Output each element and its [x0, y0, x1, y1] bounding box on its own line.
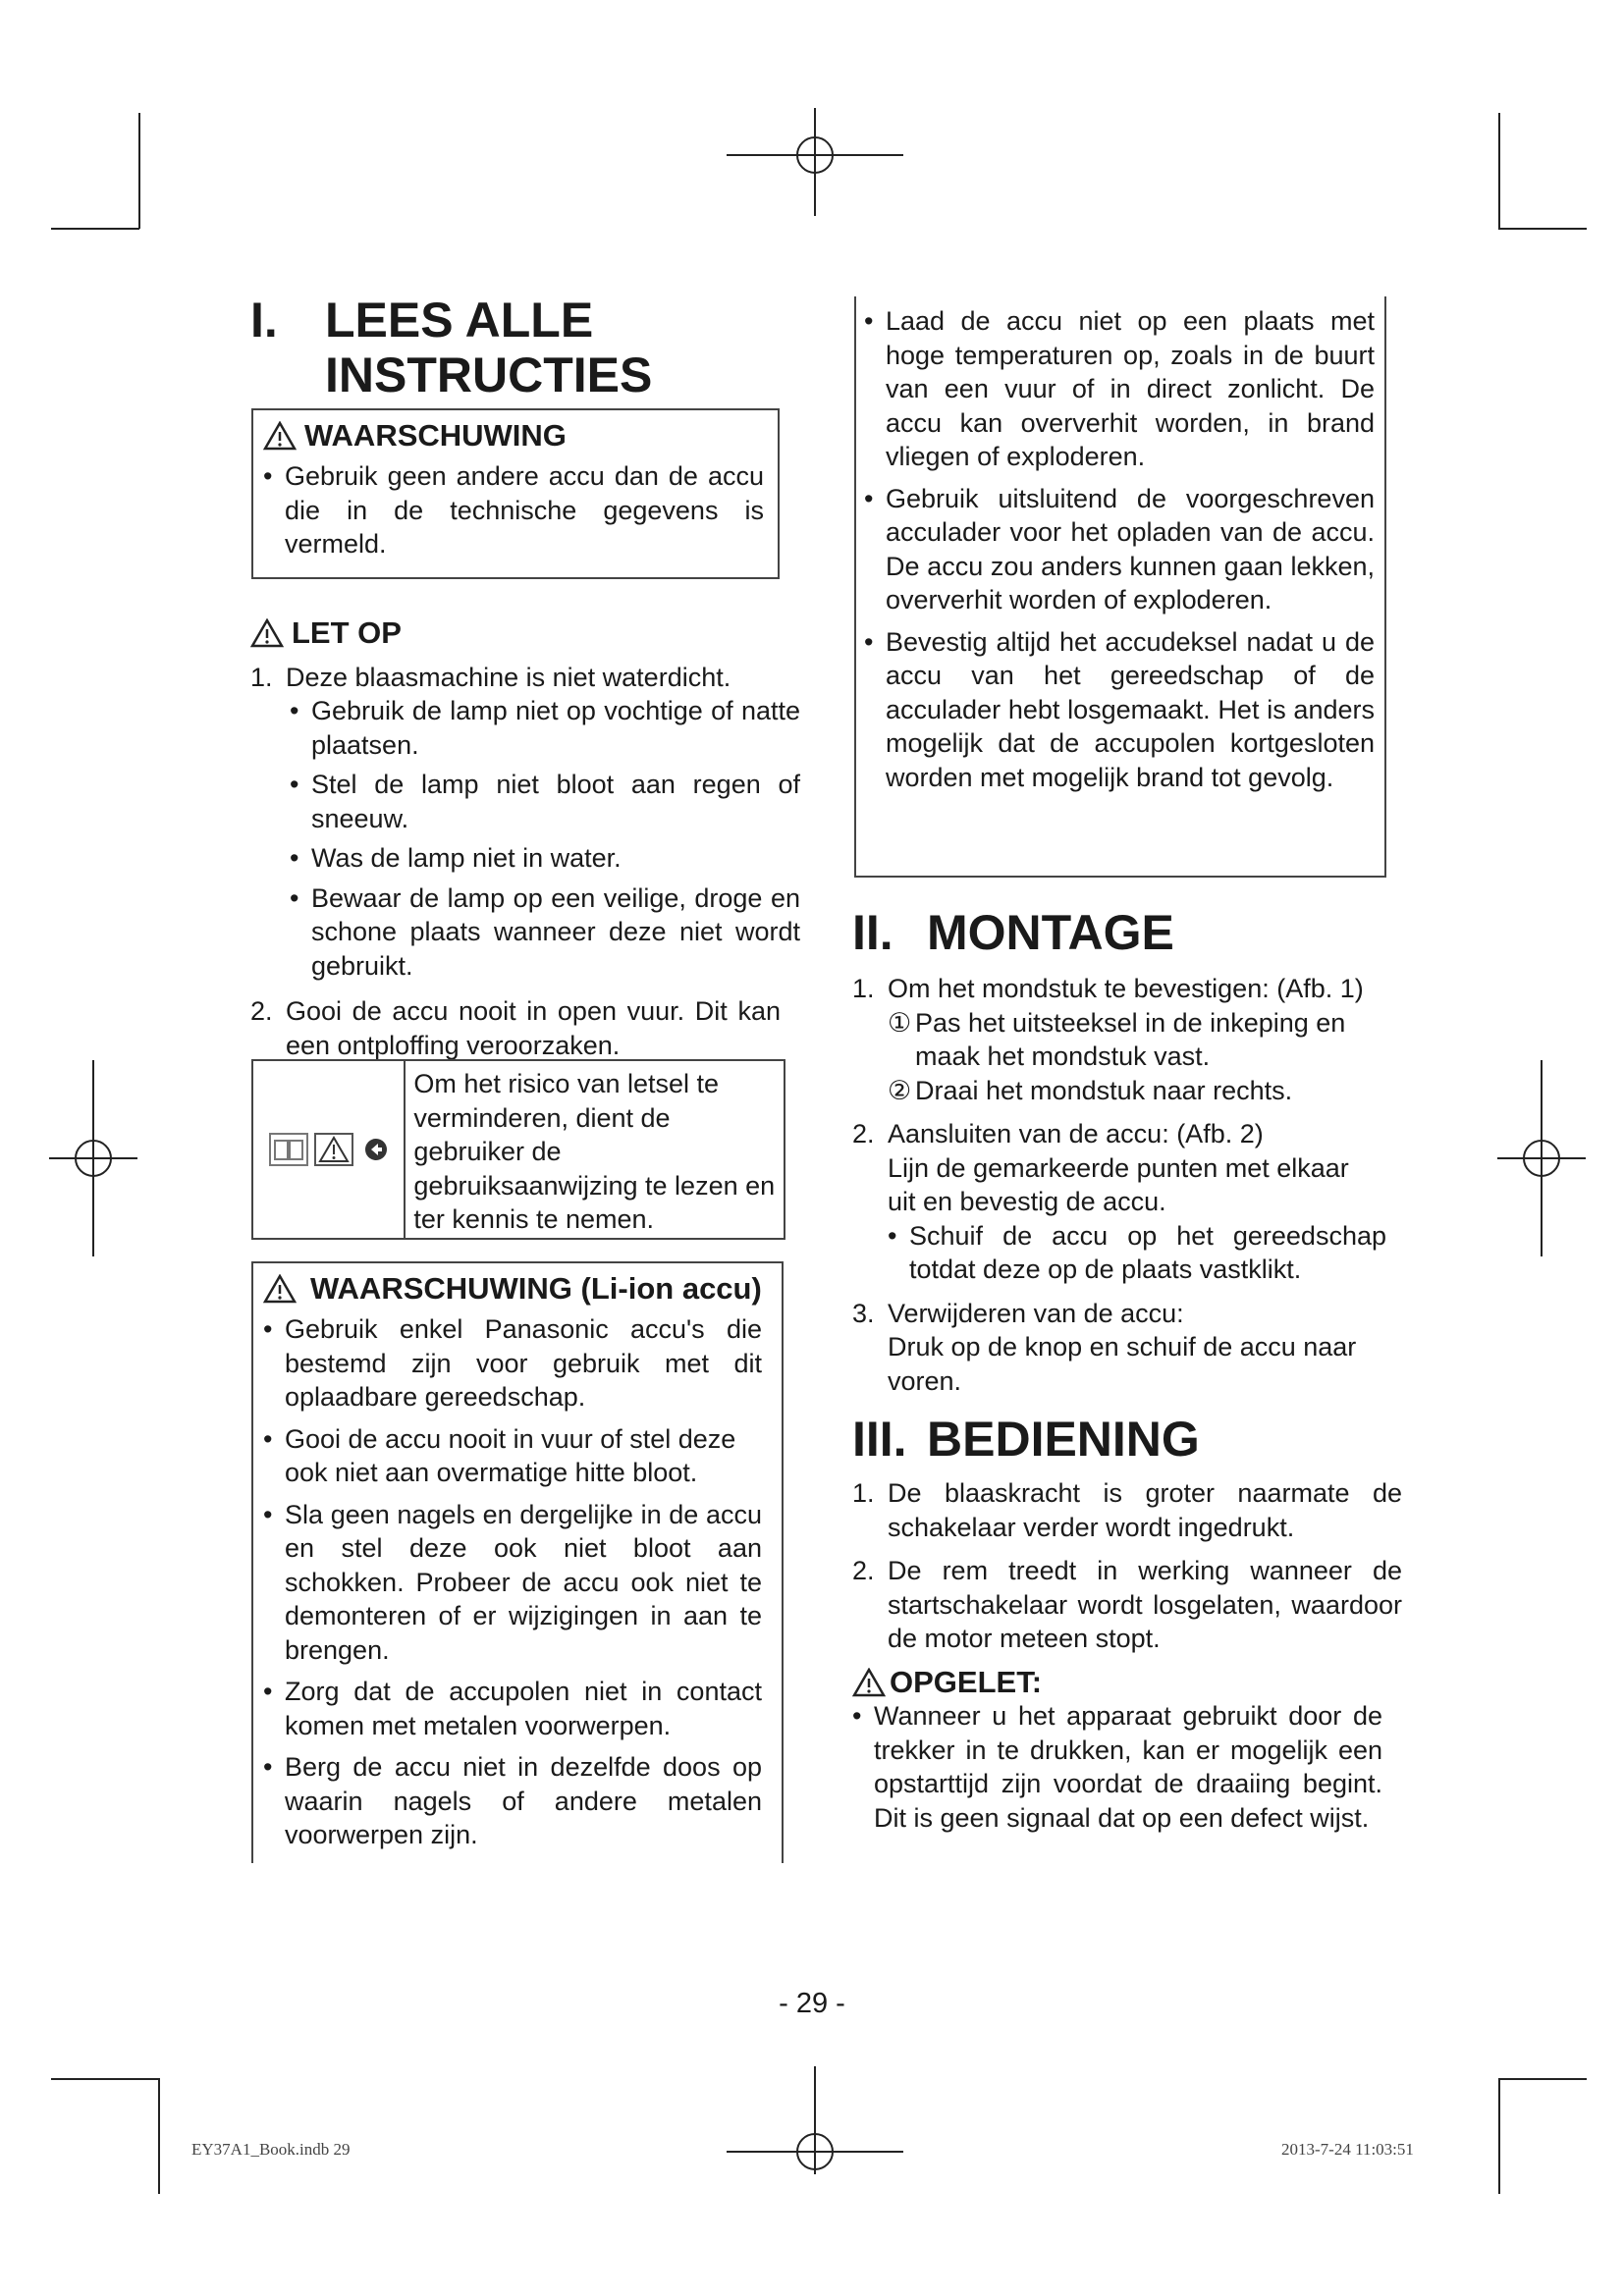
manual-notice [251, 1059, 785, 1240]
arrow-circle-icon [363, 1137, 389, 1162]
registration-mark-left [49, 1060, 137, 1256]
manual-notice-icons [253, 1061, 406, 1238]
manual-book-icon [269, 1133, 308, 1166]
montage-item-2-bullet: • Schuif de accu op het gereedschap totdat deze op de plaats vastklikt. [888, 1220, 1386, 1284]
caution-sub-item: • Was de lamp niet in water. [290, 843, 622, 873]
montage-item-2: 2. Aansluiten van de accu: (Afb. 2) [852, 1119, 1264, 1148]
liion-warning-continued [854, 296, 1386, 878]
caution-section [250, 616, 800, 1062]
opgelet-text: • Wanneer u het apparaat gebruikt door de trekker in te drukken, kan er mogelijk een opstarttijd zijn voordat de draaiing begint. Dit is geen signaal dat op een defect wijst. [852, 1701, 1382, 1833]
section-3-number: III. [852, 1412, 907, 1467]
warning-box [251, 408, 780, 579]
liion-item: • Gebruik uitsluitend de voorgeschreven acculader voor het opladen van de accu. De accu zou anders kunnen gaan lekken, oververhit worden of exploderen. [864, 483, 1375, 614]
montage-item-3: 3. Verwijderen van de accu: [852, 1298, 1184, 1328]
bediening-item-1: 1. De blaaskracht is groter naarmate de schakelaar verder wordt ingedrukt. [852, 1478, 1402, 1542]
montage-step: ② Draai het mondstuk naar rechts. [888, 1075, 1293, 1105]
caution-heading: LET OP [250, 616, 800, 651]
manual-notice-text: Om het risico van letsel te verminderen, dient de gebruiker de gebruiksaanwijzing te lezen en ter kennis te nemen. [413, 1069, 776, 1234]
opgelet-heading: OPGELET: [852, 1666, 1402, 1700]
section-2-title: MONTAGE [927, 905, 1174, 960]
montage-step: ① Pas het uitsteeksel in de inkeping en maak het mondstuk vast. [888, 1007, 1346, 1071]
montage-item-1: 1. Om het mondstuk te bevestigen: (Afb. 1) [852, 974, 1364, 1003]
liion-warning-triangle-icon [263, 1274, 297, 1304]
registration-mark-right [1497, 1060, 1586, 1256]
registration-mark-bottom [727, 2066, 903, 2174]
liion-item: • Sla geen nagels en dergelijke in de accu en stel deze ook niet bloot aan schokken. Probeer de accu ook niet te demonteren of er wijzigingen in aan te brengen. [263, 1499, 762, 1665]
section-3 [852, 1412, 1402, 1835]
liion-item: • Laad de accu niet op een plaats met hoge temperaturen op, zoals in de buurt van een vuur of in direct zonlicht. De accu kan oververhit worden, in brand vliegen of exploderen. [864, 306, 1375, 471]
section-1-title-line1: LEES ALLE [325, 293, 594, 347]
section-2-heading [852, 905, 1402, 960]
caution-sub-item: • Gebruik de lamp niet op vochtige of natte plaatsen. [290, 696, 800, 760]
liion-item: • Gebruik enkel Panasonic accu's die bestemd zijn voor gebruik met dit oplaadbare gereedschap. [263, 1314, 762, 1412]
registration-mark-top [727, 108, 903, 216]
section-3-heading [852, 1412, 1402, 1467]
montage-item-3-body: Druk op de knop en schuif de accu naar voren. [888, 1332, 1357, 1396]
caution-triangle-icon [250, 618, 284, 648]
liion-item: • Bevestig altijd het accudeksel nadat u de accu van het gereedschap of de acculader hebt losgemaakt. Het is anders mogelijk dat de accupolen kortgesloten worden met mogelijk brand tot gevolg. [864, 626, 1375, 792]
caution-sub-item: • Stel de lamp niet bloot aan regen of sneeuw. [290, 770, 800, 833]
liion-item: • Zorg dat de accupolen niet in contact komen met metalen voorwerpen. [263, 1677, 762, 1740]
section-3-title: BEDIENING [927, 1412, 1200, 1467]
footer-file: EY37A1_Book.indb 29 [191, 2140, 351, 2159]
section-1-number: I. [250, 293, 278, 347]
caution-item-1: 1. Deze blaasmachine is niet waterdicht. [250, 662, 731, 692]
opgelet-triangle-icon [852, 1668, 886, 1697]
bediening-item-2: 2. De rem treedt in werking wanneer de startschakelaar wordt losgelaten, waardoor de motor meteen stopt. [852, 1556, 1402, 1653]
warning-triangle-icon [263, 421, 297, 451]
warning-heading: WAARSCHUWING [263, 418, 764, 454]
section-1-title-line2: INSTRUCTIES [325, 347, 653, 402]
liion-warning-box [251, 1261, 784, 1863]
liion-warning-heading: WAARSCHUWING (Li-ion accu) [263, 1271, 776, 1307]
caution-item-2: 2. Gooi de accu nooit in open vuur. Dit kan een ontploffing veroorzaken. [250, 996, 781, 1060]
caution-sub-item: • Bewaar de lamp op een veilige, droge en schone plaats wanneer deze niet wordt gebruikt. [290, 882, 800, 981]
montage-item-1-steps [852, 1006, 1402, 1108]
section-2 [852, 905, 1402, 1398]
caution-item-1-subs [250, 694, 800, 983]
liion-item: • Berg de accu niet in dezelfde doos op waarin nagels of andere metalen voorwerpen zijn. [263, 1752, 762, 1849]
section-2-number: II. [852, 905, 893, 960]
page-number: - 29 - [779, 1988, 845, 2019]
section-1-heading [250, 293, 781, 402]
liion-item: • Gooi de accu nooit in vuur of stel deze ook niet aan overmatige hitte bloot. [263, 1423, 736, 1487]
warning-item: • Gebruik geen andere accu dan de accu die in de technische gegevens is vermeld. [263, 461, 764, 559]
montage-item-2-body: Lijn de gemarkeerde punten met elkaar uit en bevestig de accu. [888, 1152, 1349, 1216]
left-column [250, 293, 781, 402]
manual-warning-icon [314, 1133, 353, 1166]
footer-timestamp: 2013-7-24 11:03:51 [1281, 2140, 1414, 2159]
